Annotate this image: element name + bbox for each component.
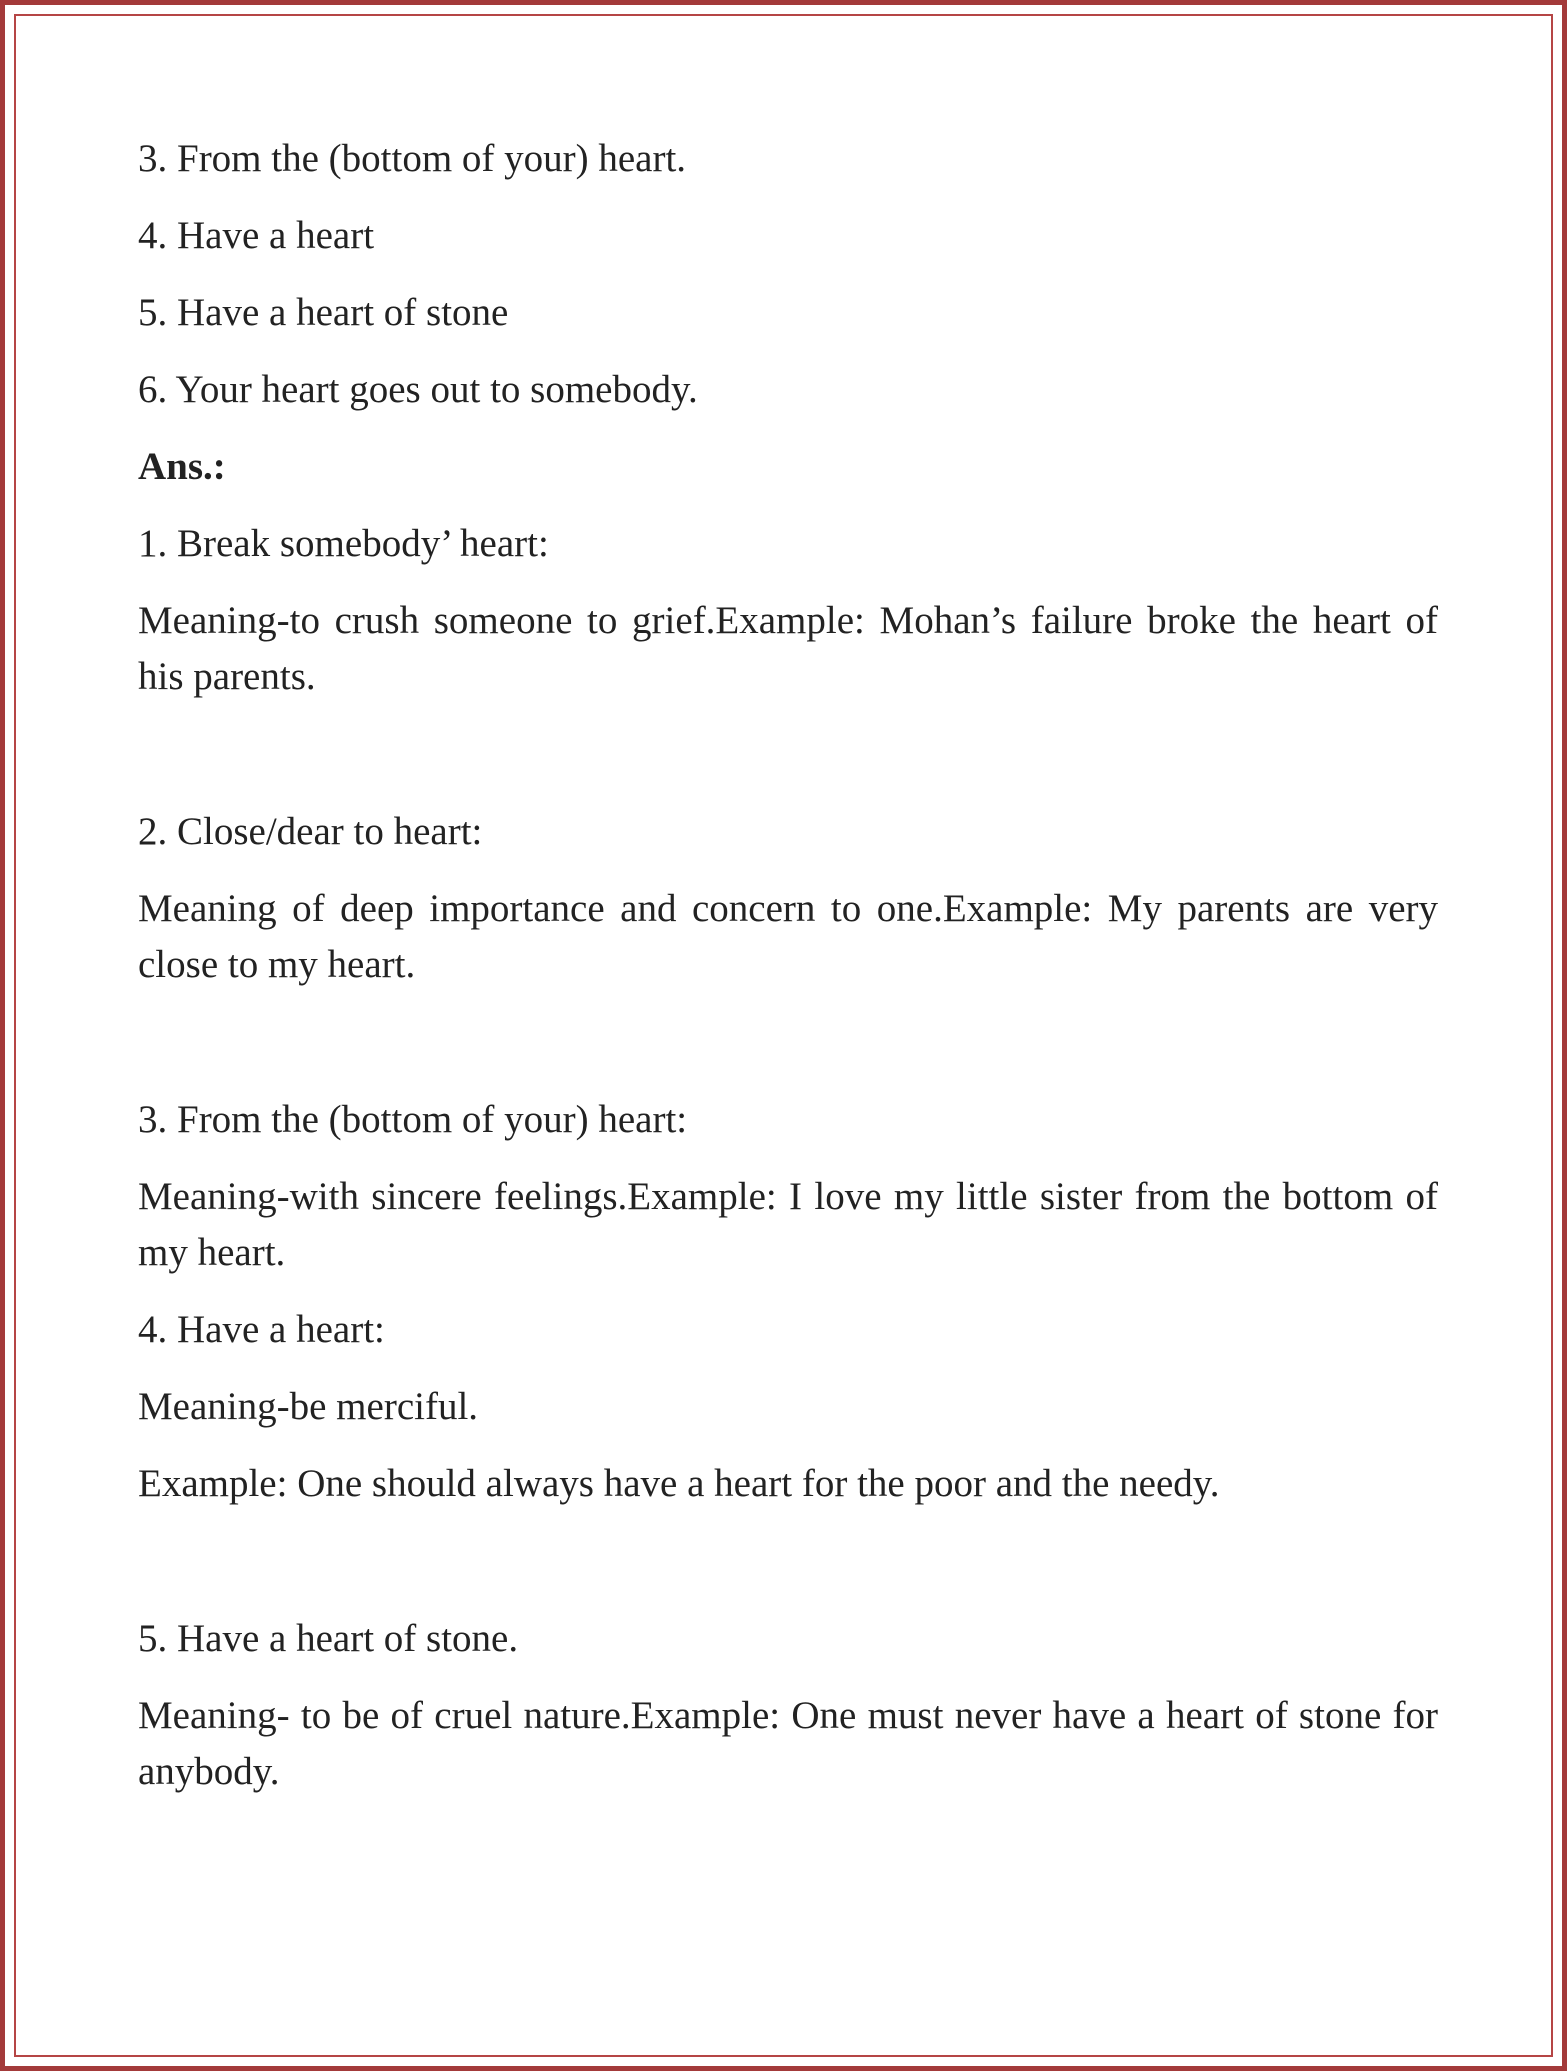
answers-label: Ans.: bbox=[138, 445, 226, 488]
answer-5-text: Meaning- to be of cruel nature.Example: One must never have a heart of stone for anybody. bbox=[138, 1694, 1438, 1793]
spacer bbox=[138, 726, 1438, 804]
answer-4-meaning: Meaning-be merciful. bbox=[138, 1385, 479, 1428]
spacer bbox=[138, 1014, 1438, 1092]
answer-4-heading: 4. Have a heart: bbox=[138, 1308, 385, 1351]
answer-3-text: Meaning-with sincere feelings.Example: I love my little sister from the bottom of my heart. bbox=[138, 1175, 1438, 1274]
spacer bbox=[138, 1533, 1438, 1611]
question-4: 4. Have a heart bbox=[138, 214, 375, 257]
question-5: 5. Have a heart of stone bbox=[138, 291, 509, 334]
answer-3-heading: 3. From the (bottom of your) heart: bbox=[138, 1098, 688, 1141]
answer-1-text: Meaning-to crush someone to grief.Example: Mohan’s failure broke the heart of his parents. bbox=[138, 599, 1438, 698]
answer-4-example: Example: One should always have a heart for the poor and the needy. bbox=[138, 1462, 1220, 1505]
question-6: 6. Your heart goes out to somebody. bbox=[138, 368, 698, 411]
document-body bbox=[138, 131, 1438, 1821]
answer-1-heading: 1. Break somebody’ heart: bbox=[138, 522, 549, 565]
answer-5-heading: 5. Have a heart of stone. bbox=[138, 1617, 519, 1660]
question-3: 3. From the (bottom of your) heart. bbox=[138, 137, 687, 180]
answer-2-text: Meaning of deep importance and concern to one.Example: My parents are very close to my heart. bbox=[138, 887, 1438, 986]
answer-2-heading: 2. Close/dear to heart: bbox=[138, 810, 483, 853]
